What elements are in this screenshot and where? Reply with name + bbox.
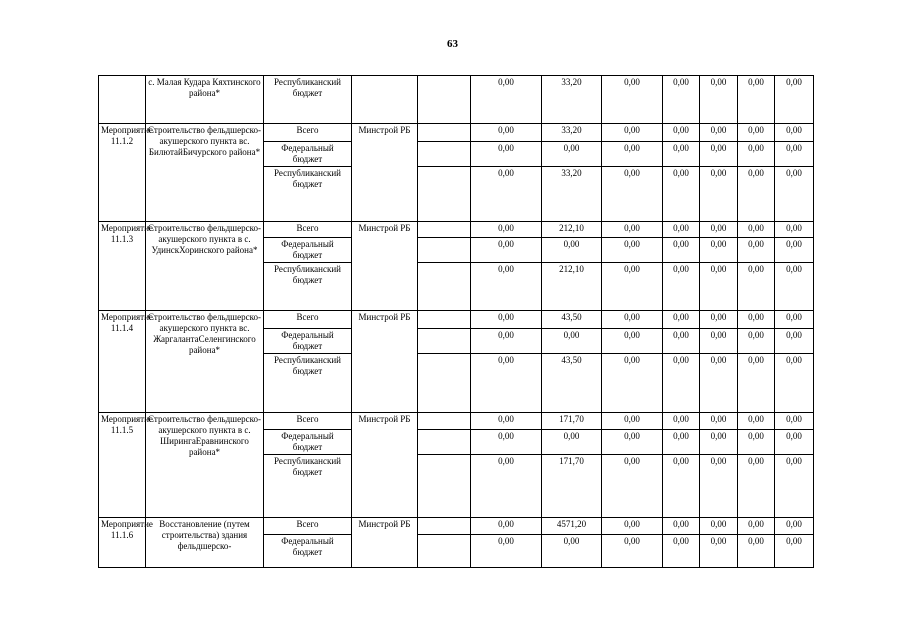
amount-cell: 0,00 — [602, 124, 663, 142]
amount-cell: 33,20 — [542, 124, 602, 142]
page-number: 63 — [447, 38, 458, 50]
funding-source: Всего — [264, 413, 352, 430]
amount-cell: 0,00 — [663, 455, 700, 518]
executor: Минстрой РБ — [352, 413, 418, 518]
amount-cell: 0,00 — [663, 167, 700, 222]
amount-cell — [418, 354, 471, 413]
amount-cell: 0,00 — [471, 354, 542, 413]
funding-source: Федеральный бюджет — [264, 430, 352, 455]
amount-cell: 0,00 — [775, 354, 814, 413]
amount-cell: 0,00 — [775, 263, 814, 311]
table-row — [99, 124, 814, 142]
amount-cell — [418, 329, 471, 354]
amount-cell: 0,00 — [542, 430, 602, 455]
amount-cell: 0,00 — [700, 222, 738, 238]
amount-cell: 0,00 — [663, 263, 700, 311]
amount-cell: 0,00 — [700, 263, 738, 311]
amount-cell: 4571,20 — [542, 518, 602, 535]
amount-cell: 0,00 — [663, 413, 700, 430]
amount-cell: 0,00 — [602, 142, 663, 167]
amount-cell: 0,00 — [775, 430, 814, 455]
amount-cell: 0,00 — [738, 238, 775, 263]
amount-cell: 0,00 — [542, 238, 602, 263]
measure-code: Мероприятие 11.1.4 — [99, 311, 146, 413]
amount-cell: 0,00 — [700, 142, 738, 167]
amount-cell: 0,00 — [471, 124, 542, 142]
amount-cell — [418, 142, 471, 167]
amount-cell: 43,50 — [542, 311, 602, 329]
amount-cell — [418, 413, 471, 430]
amount-cell: 0,00 — [602, 311, 663, 329]
amount-cell: 0,00 — [738, 167, 775, 222]
amount-cell — [418, 455, 471, 518]
amount-cell: 0,00 — [471, 167, 542, 222]
amount-cell: 0,00 — [471, 535, 542, 568]
table-row — [99, 518, 814, 535]
amount-cell: 0,00 — [471, 76, 542, 124]
amount-cell: 0,00 — [700, 329, 738, 354]
amount-cell: 0,00 — [471, 311, 542, 329]
amount-cell: 0,00 — [700, 167, 738, 222]
amount-cell: 0,00 — [471, 222, 542, 238]
measure-code: Мероприятие 11.1.5 — [99, 413, 146, 518]
amount-cell: 0,00 — [663, 311, 700, 329]
measure-code: Мероприятие 11.1.3 — [99, 222, 146, 311]
measure-name: Строительство фельдшерско-акушерского пункта в с. ШирингаЕравнинского района* — [146, 413, 264, 518]
amount-cell — [418, 76, 471, 124]
amount-cell: 0,00 — [738, 329, 775, 354]
amount-cell: 0,00 — [542, 329, 602, 354]
amount-cell — [418, 535, 471, 568]
amount-cell: 0,00 — [775, 142, 814, 167]
amount-cell: 212,10 — [542, 222, 602, 238]
amount-cell: 33,20 — [542, 76, 602, 124]
amount-cell: 0,00 — [775, 413, 814, 430]
amount-cell: 0,00 — [700, 311, 738, 329]
funding-source: Всего — [264, 124, 352, 142]
amount-cell: 0,00 — [775, 76, 814, 124]
amount-cell: 0,00 — [663, 329, 700, 354]
amount-cell: 0,00 — [663, 238, 700, 263]
executor — [352, 76, 418, 124]
amount-cell — [418, 222, 471, 238]
amount-cell: 0,00 — [542, 142, 602, 167]
amount-cell: 0,00 — [738, 124, 775, 142]
amount-cell: 0,00 — [738, 455, 775, 518]
table-row — [99, 311, 814, 329]
amount-cell: 171,70 — [542, 413, 602, 430]
amount-cell: 0,00 — [663, 142, 700, 167]
amount-cell: 0,00 — [700, 124, 738, 142]
table-row — [99, 76, 814, 124]
funding-source: Федеральный бюджет — [264, 329, 352, 354]
amount-cell: 0,00 — [738, 535, 775, 568]
funding-source: Федеральный бюджет — [264, 535, 352, 568]
amount-cell — [418, 263, 471, 311]
amount-cell: 0,00 — [663, 535, 700, 568]
amount-cell — [418, 124, 471, 142]
executor: Минстрой РБ — [352, 518, 418, 568]
amount-cell: 0,00 — [738, 263, 775, 311]
amount-cell: 0,00 — [775, 329, 814, 354]
amount-cell: 0,00 — [602, 263, 663, 311]
amount-cell: 0,00 — [775, 238, 814, 263]
measure-name: с. Малая Кудара Кяхтинского района* — [146, 76, 264, 124]
amount-cell: 0,00 — [663, 124, 700, 142]
amount-cell: 0,00 — [738, 311, 775, 329]
amount-cell: 0,00 — [775, 167, 814, 222]
amount-cell — [418, 311, 471, 329]
amount-cell: 0,00 — [602, 430, 663, 455]
amount-cell: 0,00 — [775, 124, 814, 142]
amount-cell: 0,00 — [775, 455, 814, 518]
measure-name: Строительство фельдшерско-акушерского пункта вс. ЖаргалантаСеленгинского района* — [146, 311, 264, 413]
funding-source: Республиканский бюджет — [264, 167, 352, 222]
funding-source: Федеральный бюджет — [264, 238, 352, 263]
table-row — [99, 413, 814, 430]
funding-source: Республиканский бюджет — [264, 76, 352, 124]
amount-cell: 0,00 — [700, 430, 738, 455]
amount-cell: 0,00 — [471, 430, 542, 455]
measure-code — [99, 76, 146, 124]
amount-cell: 0,00 — [663, 222, 700, 238]
executor: Минстрой РБ — [352, 222, 418, 311]
amount-cell: 0,00 — [738, 142, 775, 167]
funding-source: Республиканский бюджет — [264, 354, 352, 413]
funding-source: Всего — [264, 518, 352, 535]
amount-cell: 0,00 — [700, 354, 738, 413]
amount-cell: 0,00 — [775, 222, 814, 238]
amount-cell: 0,00 — [738, 354, 775, 413]
measure-code: Мероприятие 11.1.2 — [99, 124, 146, 222]
amount-cell: 0,00 — [602, 222, 663, 238]
amount-cell: 0,00 — [738, 430, 775, 455]
amount-cell: 0,00 — [738, 222, 775, 238]
amount-cell: 0,00 — [738, 76, 775, 124]
table-row — [99, 222, 814, 238]
amount-cell: 0,00 — [471, 263, 542, 311]
funding-source: Республиканский бюджет — [264, 263, 352, 311]
amount-cell: 0,00 — [700, 238, 738, 263]
measure-name: Восстановление (путем строительства) здания фельдшерско- — [146, 518, 264, 568]
amount-cell: 0,00 — [663, 430, 700, 455]
amount-cell: 212,10 — [542, 263, 602, 311]
amount-cell: 0,00 — [700, 76, 738, 124]
amount-cell: 0,00 — [663, 518, 700, 535]
amount-cell — [418, 238, 471, 263]
amount-cell: 0,00 — [700, 455, 738, 518]
amount-cell: 0,00 — [471, 238, 542, 263]
amount-cell: 0,00 — [700, 413, 738, 430]
amount-cell: 171,70 — [542, 455, 602, 518]
amount-cell: 0,00 — [700, 518, 738, 535]
amount-cell: 0,00 — [602, 413, 663, 430]
executor: Минстрой РБ — [352, 311, 418, 413]
funding-source: Всего — [264, 222, 352, 238]
amount-cell: 0,00 — [738, 518, 775, 535]
funding-source: Республиканский бюджет — [264, 455, 352, 518]
amount-cell: 0,00 — [471, 142, 542, 167]
amount-cell: 0,00 — [602, 167, 663, 222]
amount-cell: 33,20 — [542, 167, 602, 222]
measure-name: Строительство фельдшерско-акушерского пункта в с. УдинскХоринского района* — [146, 222, 264, 311]
amount-cell: 0,00 — [471, 455, 542, 518]
funding-source: Всего — [264, 311, 352, 329]
amount-cell: 0,00 — [602, 76, 663, 124]
amount-cell: 0,00 — [542, 535, 602, 568]
amount-cell: 43,50 — [542, 354, 602, 413]
amount-cell: 0,00 — [775, 518, 814, 535]
measure-code: Мероприятие 11.1.6 — [99, 518, 146, 568]
budget-table — [98, 75, 814, 568]
amount-cell — [418, 430, 471, 455]
amount-cell: 0,00 — [775, 311, 814, 329]
amount-cell: 0,00 — [602, 329, 663, 354]
amount-cell: 0,00 — [775, 535, 814, 568]
amount-cell — [418, 167, 471, 222]
amount-cell: 0,00 — [602, 354, 663, 413]
measure-name: Строительство фельдшерско-акушерского пункта вс. БилютайБичурского района* — [146, 124, 264, 222]
amount-cell: 0,00 — [471, 518, 542, 535]
amount-cell: 0,00 — [471, 413, 542, 430]
amount-cell: 0,00 — [602, 238, 663, 263]
amount-cell: 0,00 — [663, 354, 700, 413]
amount-cell: 0,00 — [602, 455, 663, 518]
funding-source: Федеральный бюджет — [264, 142, 352, 167]
amount-cell: 0,00 — [663, 76, 700, 124]
amount-cell: 0,00 — [700, 535, 738, 568]
amount-cell: 0,00 — [602, 535, 663, 568]
amount-cell — [418, 518, 471, 535]
amount-cell: 0,00 — [738, 413, 775, 430]
executor: Минстрой РБ — [352, 124, 418, 222]
amount-cell: 0,00 — [602, 518, 663, 535]
amount-cell: 0,00 — [471, 329, 542, 354]
